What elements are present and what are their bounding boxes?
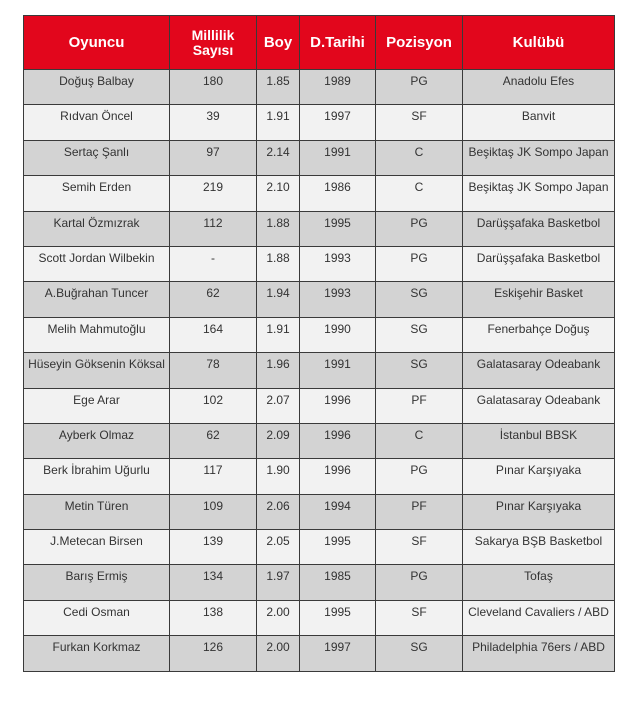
cell-player: Kartal Özmızrak (24, 211, 170, 246)
table-row (24, 282, 615, 317)
cell-caps: 139 (170, 530, 257, 565)
cell-caps: 138 (170, 600, 257, 635)
cell-height: 1.88 (257, 246, 300, 281)
cell-birth-year: 1996 (300, 423, 376, 458)
table-row (24, 140, 615, 175)
cell-player: Rıdvan Öncel (24, 105, 170, 140)
cell-player: Metin Türen (24, 494, 170, 529)
cell-birth-year: 1986 (300, 176, 376, 211)
cell-birth-year: 1989 (300, 70, 376, 105)
cell-height: 2.14 (257, 140, 300, 175)
header-row (24, 16, 615, 70)
cell-height: 1.90 (257, 459, 300, 494)
cell-position: SF (376, 105, 463, 140)
cell-birth-year: 1995 (300, 211, 376, 246)
cell-club: Galatasaray Odeabank (463, 353, 615, 388)
cell-caps: 180 (170, 70, 257, 105)
header-birth-year: D.Tarihi (300, 16, 376, 70)
cell-player: J.Metecan Birsen (24, 530, 170, 565)
cell-player: Semih Erden (24, 176, 170, 211)
cell-position: PF (376, 388, 463, 423)
table-row (24, 176, 615, 211)
cell-caps: 102 (170, 388, 257, 423)
cell-position: SG (376, 636, 463, 671)
cell-club: Anadolu Efes (463, 70, 615, 105)
cell-height: 1.96 (257, 353, 300, 388)
cell-birth-year: 1997 (300, 105, 376, 140)
cell-position: SG (376, 317, 463, 352)
table-row (24, 211, 615, 246)
table-row (24, 353, 615, 388)
cell-position: C (376, 176, 463, 211)
cell-club: Darüşşafaka Basketbol (463, 246, 615, 281)
cell-club: Galatasaray Odeabank (463, 388, 615, 423)
cell-player: Berk İbrahim Uğurlu (24, 459, 170, 494)
cell-birth-year: 1996 (300, 459, 376, 494)
cell-club: Pınar Karşıyaka (463, 459, 615, 494)
cell-birth-year: 1993 (300, 282, 376, 317)
cell-height: 2.00 (257, 636, 300, 671)
cell-position: SF (376, 530, 463, 565)
cell-caps: - (170, 246, 257, 281)
cell-player: Cedi Osman (24, 600, 170, 635)
cell-player: Barış Ermiş (24, 565, 170, 600)
cell-birth-year: 1993 (300, 246, 376, 281)
cell-club: Sakarya BŞB Basketbol (463, 530, 615, 565)
cell-caps: 62 (170, 423, 257, 458)
cell-height: 2.07 (257, 388, 300, 423)
cell-club: Philadelphia 76ers / ABD (463, 636, 615, 671)
cell-birth-year: 1995 (300, 600, 376, 635)
cell-height: 2.06 (257, 494, 300, 529)
table-row (24, 459, 615, 494)
cell-height: 1.91 (257, 317, 300, 352)
table-body (24, 70, 615, 672)
header-position: Pozisyon (376, 16, 463, 70)
header-height: Boy (257, 16, 300, 70)
cell-caps: 219 (170, 176, 257, 211)
table-row (24, 105, 615, 140)
cell-birth-year: 1991 (300, 353, 376, 388)
table-row (24, 70, 615, 105)
cell-caps: 112 (170, 211, 257, 246)
cell-position: PG (376, 459, 463, 494)
cell-height: 1.94 (257, 282, 300, 317)
cell-position: C (376, 423, 463, 458)
cell-club: Eskişehir Basket (463, 282, 615, 317)
table-row (24, 530, 615, 565)
cell-caps: 78 (170, 353, 257, 388)
table-row (24, 388, 615, 423)
cell-club: Cleveland Cavaliers / ABD (463, 600, 615, 635)
cell-height: 1.97 (257, 565, 300, 600)
players-table (23, 15, 615, 672)
cell-height: 2.10 (257, 176, 300, 211)
cell-caps: 97 (170, 140, 257, 175)
cell-caps: 134 (170, 565, 257, 600)
cell-birth-year: 1985 (300, 565, 376, 600)
cell-position: PG (376, 246, 463, 281)
cell-caps: 164 (170, 317, 257, 352)
cell-birth-year: 1997 (300, 636, 376, 671)
cell-position: PG (376, 211, 463, 246)
cell-club: İstanbul BBSK (463, 423, 615, 458)
cell-club: Pınar Karşıyaka (463, 494, 615, 529)
cell-player: Melih Mahmutoğlu (24, 317, 170, 352)
cell-birth-year: 1994 (300, 494, 376, 529)
table-row (24, 565, 615, 600)
cell-height: 1.91 (257, 105, 300, 140)
cell-club: Banvit (463, 105, 615, 140)
cell-caps: 126 (170, 636, 257, 671)
cell-club: Beşiktaş JK Sompo Japan (463, 140, 615, 175)
cell-player: Hüseyin Göksenin Köksal (24, 353, 170, 388)
cell-player: Ayberk Olmaz (24, 423, 170, 458)
table-row (24, 494, 615, 529)
cell-player: A.Buğrahan Tuncer (24, 282, 170, 317)
cell-club: Darüşşafaka Basketbol (463, 211, 615, 246)
cell-club: Beşiktaş JK Sompo Japan (463, 176, 615, 211)
cell-position: PG (376, 565, 463, 600)
cell-player: Scott Jordan Wilbekin (24, 246, 170, 281)
cell-height: 1.85 (257, 70, 300, 105)
cell-birth-year: 1991 (300, 140, 376, 175)
cell-club: Fenerbahçe Doğuş (463, 317, 615, 352)
cell-position: SG (376, 282, 463, 317)
cell-position: SG (376, 353, 463, 388)
cell-position: C (376, 140, 463, 175)
cell-birth-year: 1990 (300, 317, 376, 352)
cell-club: Tofaş (463, 565, 615, 600)
cell-height: 1.88 (257, 211, 300, 246)
cell-caps: 62 (170, 282, 257, 317)
cell-position: PG (376, 70, 463, 105)
cell-caps: 117 (170, 459, 257, 494)
cell-player: Ege Arar (24, 388, 170, 423)
cell-height: 2.05 (257, 530, 300, 565)
header-player: Oyuncu (24, 16, 170, 70)
cell-position: PF (376, 494, 463, 529)
cell-caps: 39 (170, 105, 257, 140)
header-caps: Millilik Sayısı (170, 16, 257, 70)
table-row (24, 600, 615, 635)
cell-height: 2.09 (257, 423, 300, 458)
cell-player: Sertaç Şanlı (24, 140, 170, 175)
cell-height: 2.00 (257, 600, 300, 635)
cell-birth-year: 1996 (300, 388, 376, 423)
cell-birth-year: 1995 (300, 530, 376, 565)
table-row (24, 317, 615, 352)
cell-caps: 109 (170, 494, 257, 529)
header-club: Kulübü (463, 16, 615, 70)
table-row (24, 636, 615, 671)
table-row (24, 423, 615, 458)
cell-position: SF (376, 600, 463, 635)
table-row (24, 246, 615, 281)
cell-player: Furkan Korkmaz (24, 636, 170, 671)
cell-player: Doğuş Balbay (24, 70, 170, 105)
